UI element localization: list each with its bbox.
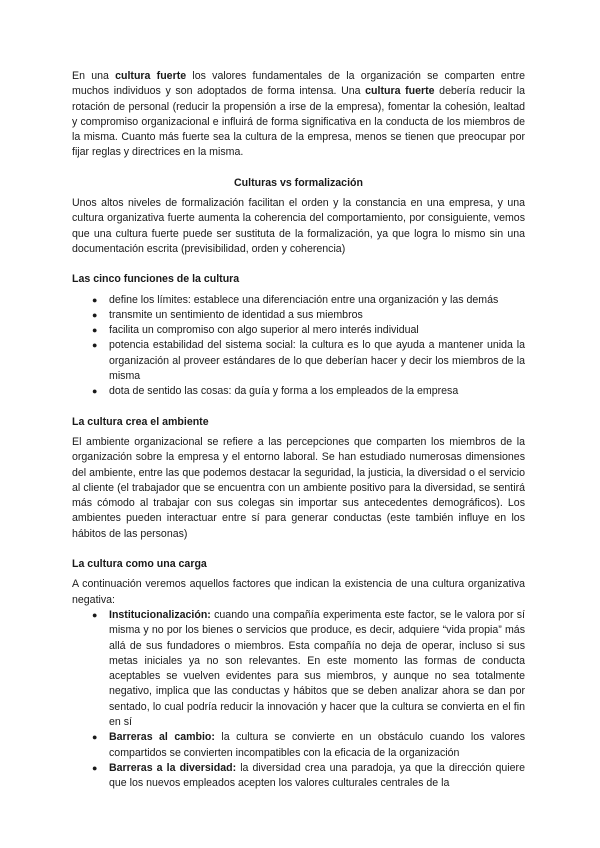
list-item-term: Institucionalización: [109,608,211,621]
carga-intro: A continuación veremos aquellos factores que indican la existencia de una cultura organizativa negativa: [72,578,525,606]
ambiente-paragraph: El ambiente organizacional se refiere a las percepciones que comparten los miembros de la organización sobre la empresa y el entorno laboral. Se han estudiado numerosas dimensiones del ambiente, entre las que podemos destacar la seguridad, la justicia, la diversidad o el servicio al cliente (el trabajador que se encuentra con un ambiente positivo para la diversidad, se sentirá más cómodo al trabajar con sus colegas sin importar sus antecedentes demográficos). Los ambientes pueden interactuar entre sí para generar conductas (este también influye en los hábitos de las personas) [72,435,525,540]
intro-paragraph [72,69,525,161]
intro-bold-1: cultura fuerte [115,70,187,82]
bullet-icon: ● [92,609,98,620]
intro-text-1: En una [72,70,116,82]
bullet-icon: ● [92,386,98,397]
list-item-text: potencia estabilidad del sistema social: la cultura es lo que ayuda a mantener unida la organización al proveer estándares de lo que deberían hacer y decir los miembros de la misma [109,339,525,383]
list-item [89,308,525,323]
list-item [89,323,525,338]
list-item [89,761,525,792]
bullet-icon: ● [92,309,98,320]
list-item-text: la cultura se convierte en un obstáculo cuando los valores compartidos se convierten incompatibles con la eficacia de la organización [109,731,525,759]
carga-list [89,608,525,792]
bullet-icon: ● [92,325,98,336]
bullet-icon: ● [92,340,98,351]
list-item-text: define los límites: establece una diferenciación entre una organización y las demás [109,293,499,306]
intro-text-3: debería reducir la rotación de personal (reducir la propensión a irse de la empresa), fomentar la cohesión, lealtad y compromiso organizacional e influirá de forma significativa en la conducta de los miembros de la misma. Cuanto más fuerte sea la cultura de la empresa, menos se tienen que preocupar por fijar reglas y directrices en la misma. [72,85,525,159]
list-item-text: cuando una compañía experimenta este factor, se le valora por sí misma y no por los bienes o servicios que produce, es decir, adquiere “vida propia” más allá de sus fundadores o miembros. Esta compañía no deja de operar, incluso si sus metas iniciales ya no son relevantes. En este momento las formas de conducta aceptables se vuelven evidentes para sus miembros, y aunque no sea totalmente negativo, implica que las conductas y hábitos que se deben analizar ahora se dan por sentado, lo cual podría reducir la innovación y hacer que la cultura se convierta en el fin en sí [109,608,525,728]
list-item [89,293,525,308]
list-item [89,338,525,384]
carga-title: La cultura como una carga [72,558,207,571]
intro-bold-2: cultura fuerte [365,85,435,98]
list-item-text: dota de sentido las cosas: da guía y forma a los empleados de la empresa [109,385,459,398]
bullet-icon: ● [92,732,98,743]
list-item-term: Barreras al cambio: [109,731,215,744]
list-item-text: facilita un compromiso con algo superior al mero interés individual [109,324,419,337]
ambiente-title: La cultura crea el ambiente [72,415,209,428]
bullet-icon: ● [92,294,98,305]
formalizacion-title: Culturas vs formalización [234,176,363,189]
list-item-term: Barreras a la diversidad: [109,761,237,774]
bullet-icon: ● [92,762,98,773]
intro-text-2: los valores fundamentales de la organización se comparten entre muchos individuos y son adoptados de forma intensa. Una [72,70,525,98]
list-item [89,384,525,399]
list-item [89,730,525,761]
list-item [89,608,525,730]
funciones-title: Las cinco funciones de la cultura [72,273,240,286]
list-item-text: la diversidad crea una paradoja, ya que la dirección quiere que los nuevos empleados acepten los valores culturales centrales de la [109,761,525,790]
funciones-list [89,293,525,400]
formalizacion-paragraph: Unos altos niveles de formalización facilitan el orden y la constancia en una empresa, y una cultura organizativa fuerte aumenta la coherencia del comportamiento, por consiguiente, vemos que una cultura fuerte puede ser sustituta de la formalización, ya que logra lo mismo sin una documentación escrita (previsibilidad, orden y coherencia) [72,197,525,255]
list-item-text: transmite un sentimiento de identidad a sus miembros [109,308,363,321]
